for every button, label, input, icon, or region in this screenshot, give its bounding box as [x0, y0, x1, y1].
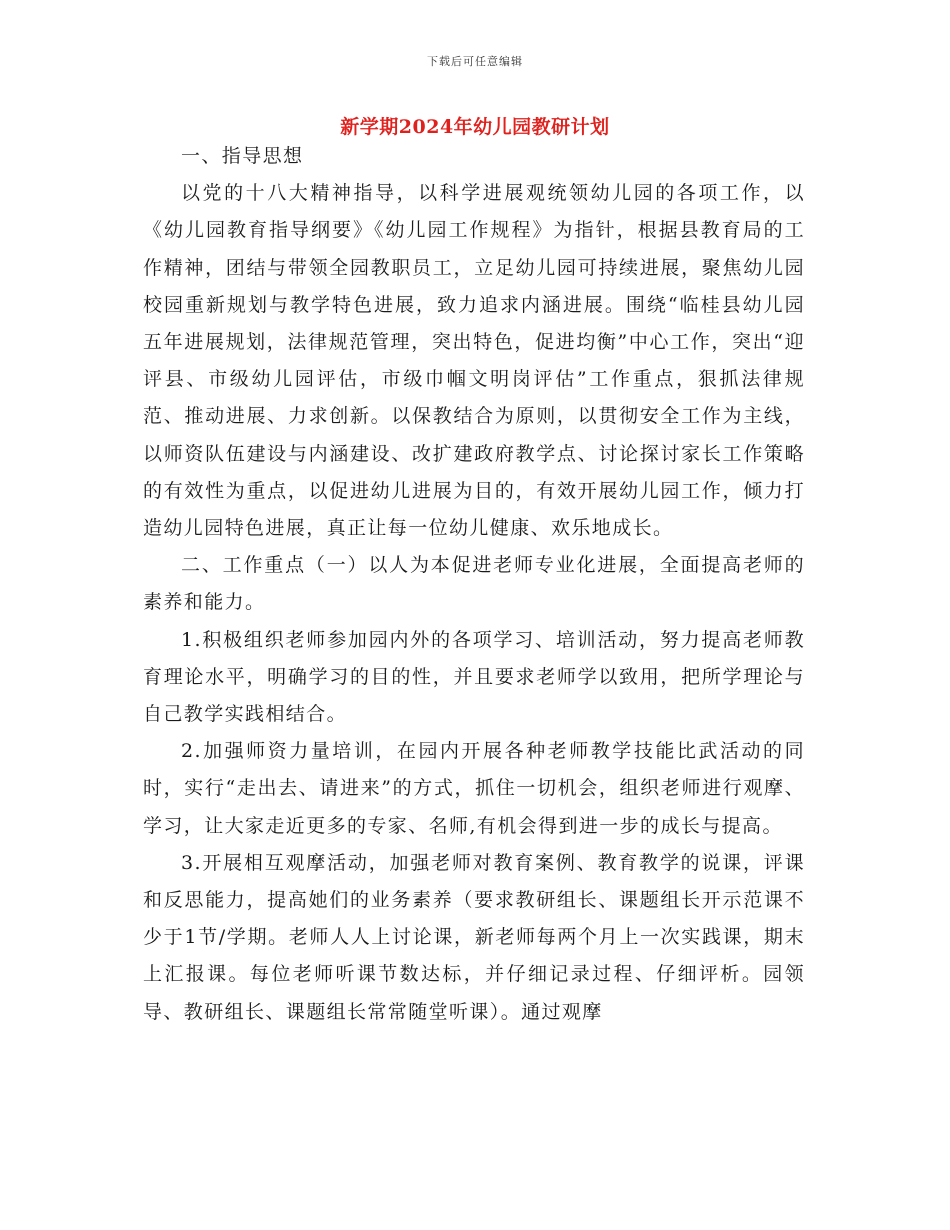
list-item-2: 2.加强师资力量培训，在园内开展各种老师教学技能比武活动的同时，实行“走出去、请进来”的方式，抓住一切机会，组织老师进行观摩、学习，让大家走近更多的专家、名师,有机会得到进一步的成长与提高。 [143, 740, 805, 837]
page-header-note: 下载后可任意编辑 [427, 55, 523, 68]
document-body [143, 138, 805, 1031]
section-heading-guiding-ideology: 一、指导思想 [181, 145, 304, 167]
paragraph-guiding-ideology: 以党的十八大精神指导，以科学进展观统领幼儿园的各项工作，以《幼儿园教育指导纲要》《幼儿园工作规程》为指针，根据县教育局的工作精神，团结与带领全园教职员工，立足幼儿园可持续进展，聚焦幼儿园校园重新规划与教学特色进展，致力追求内涵进展。围绕“临桂县幼儿园五年进展规划，法律规范管理，突出特色，促进均衡”中心工作，突出“迎评县、市级幼儿园评估，市级巾帼文明岗评估”工作重点，狠抓法律规范、推动进展、力求创新。以保教结合为原则，以贯彻安全工作为主线，以师资队伍建设与内涵建设、改扩建政府教学点、讨论探讨家长工作策略的有效性为重点，以促进幼儿进展为目的，有效开展幼儿园工作，倾力打造幼儿园特色进展，真正让每一位幼儿健康、欢乐地成长。 [143, 182, 805, 540]
section-heading-work-focus: 二、工作重点（一）以人为本促进老师专业化进展，全面提高老师的素养和能力。 [143, 554, 805, 614]
list-item-1: 1.积极组织老师参加园内外的各项学习、培训活动，努力提高老师教育理论水平，明确学习的目的性，并且要求老师学以致用，把所学理论与自己教学实践相结合。 [143, 628, 805, 726]
list-item-3: 3.开展相互观摩活动，加强老师对教育案例、教育教学的说课，评课和反思能力，提高她们的业务素养（要求教研组长、课题组长开示范课不少于1节/学期。老师人人上讨论课，新老师每两个月上一次实践课，期末上汇报课。每位老师听课节数达标，并仔细记录过程、仔细评析。园领导、教研组长、课题组长常常随堂听课）。通过观摩 [143, 851, 805, 1023]
document-title: 新学期2024年幼儿园教研计划 [340, 116, 610, 138]
